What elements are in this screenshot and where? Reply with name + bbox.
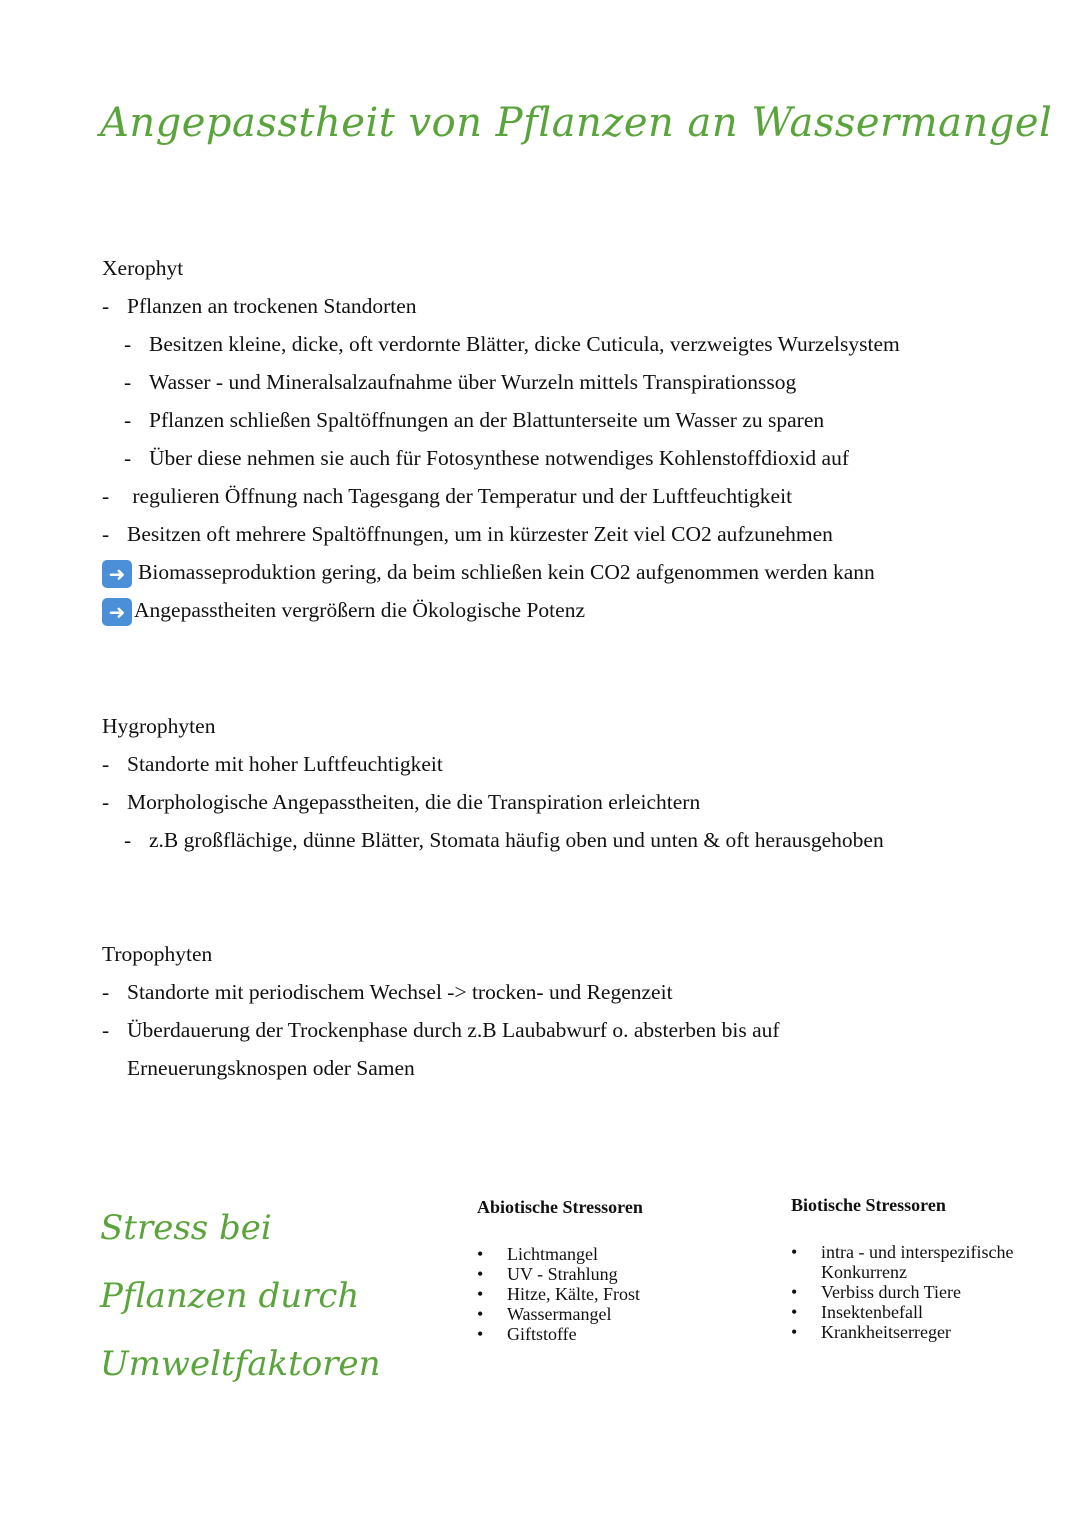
list-item-continuation: Erneuerungsknospen oder Samen <box>127 1056 415 1080</box>
list-item: - Besitzen kleine, dicke, oft verdornte Blätter, dicke Cuticula, verzweigtes Wurzelsystem <box>124 332 900 356</box>
stress-title-line: Pflanzen durch <box>100 1276 360 1316</box>
list-item: - Pflanzen an trockenen Standorten <box>102 294 417 318</box>
right-arrow-icon: ➜ <box>102 560 132 588</box>
conclusion-item: ➜ Biomasseproduktion gering, da beim schließen kein CO2 aufgenommen werden kann <box>102 558 875 588</box>
stress-title-line: Umweltfaktoren <box>100 1344 381 1384</box>
list-item: - Morphologische Angepasstheiten, die die Transpiration erleichtern <box>102 790 701 814</box>
section-heading-hygrophyten: Hygrophyten <box>102 714 216 738</box>
list-item: - Überdauerung der Trockenphase durch z.B Laubabwurf o. absterben bis auf <box>102 1018 780 1042</box>
list-item: • Hitze, Kälte, Frost <box>477 1284 640 1304</box>
list-item: - Über diese nehmen sie auch für Fotosynthese notwendiges Kohlenstoffdioxid auf <box>124 446 849 470</box>
list-item: • intra - und interspezifische Konkurrenz <box>791 1242 1014 1282</box>
right-arrow-icon: ➜ <box>102 598 132 626</box>
list-item: - Besitzen oft mehrere Spaltöffnungen, um in kürzester Zeit viel CO2 aufzunehmen <box>102 522 833 546</box>
section-heading-tropophyten: Tropophyten <box>102 942 213 966</box>
biotic-heading: Biotische Stressoren <box>791 1195 946 1215</box>
list-item: - Pflanzen schließen Spaltöffnungen an der Blattunterseite um Wasser zu sparen <box>124 408 825 432</box>
list-item: • Insektenbefall <box>791 1302 923 1322</box>
list-item: - Standorte mit periodischem Wechsel -> trocken- und Regenzeit <box>102 980 673 1004</box>
list-item: - Wasser - und Mineralsalzaufnahme über Wurzeln mittels Transpirationssog <box>124 370 797 394</box>
abiotic-list <box>477 1244 737 1344</box>
list-item: • Wassermangel <box>477 1304 612 1324</box>
abiotic-heading: Abiotische Stressoren <box>477 1197 643 1217</box>
page-title: Angepasstheit von Pflanzen an Wassermangel <box>100 100 1053 146</box>
biotic-stressors <box>791 1195 1051 1342</box>
biotic-list <box>791 1242 1051 1342</box>
abiotic-stressors <box>477 1197 737 1344</box>
list-item: • Verbiss durch Tiere <box>791 1282 961 1302</box>
list-item: • UV - Strahlung <box>477 1264 618 1284</box>
list-item: • Giftstoffe <box>477 1324 577 1344</box>
list-item: • Krankheitserreger <box>791 1322 951 1342</box>
stress-title-line: Stress bei <box>100 1208 272 1248</box>
section-heading-xerophyt: Xerophyt <box>102 256 184 280</box>
conclusion-item: ➜ Angepasstheiten vergrößern die Ökologische Potenz <box>102 596 585 626</box>
list-item: - regulieren Öffnung nach Tagesgang der Temperatur und der Luftfeuchtigkeit <box>102 484 793 508</box>
list-item: - Standorte mit hoher Luftfeuchtigkeit <box>102 752 443 776</box>
list-item: • Lichtmangel <box>477 1244 598 1264</box>
list-item: - z.B großflächige, dünne Blätter, Stomata häufig oben und unten & oft herausgehoben <box>124 828 884 852</box>
